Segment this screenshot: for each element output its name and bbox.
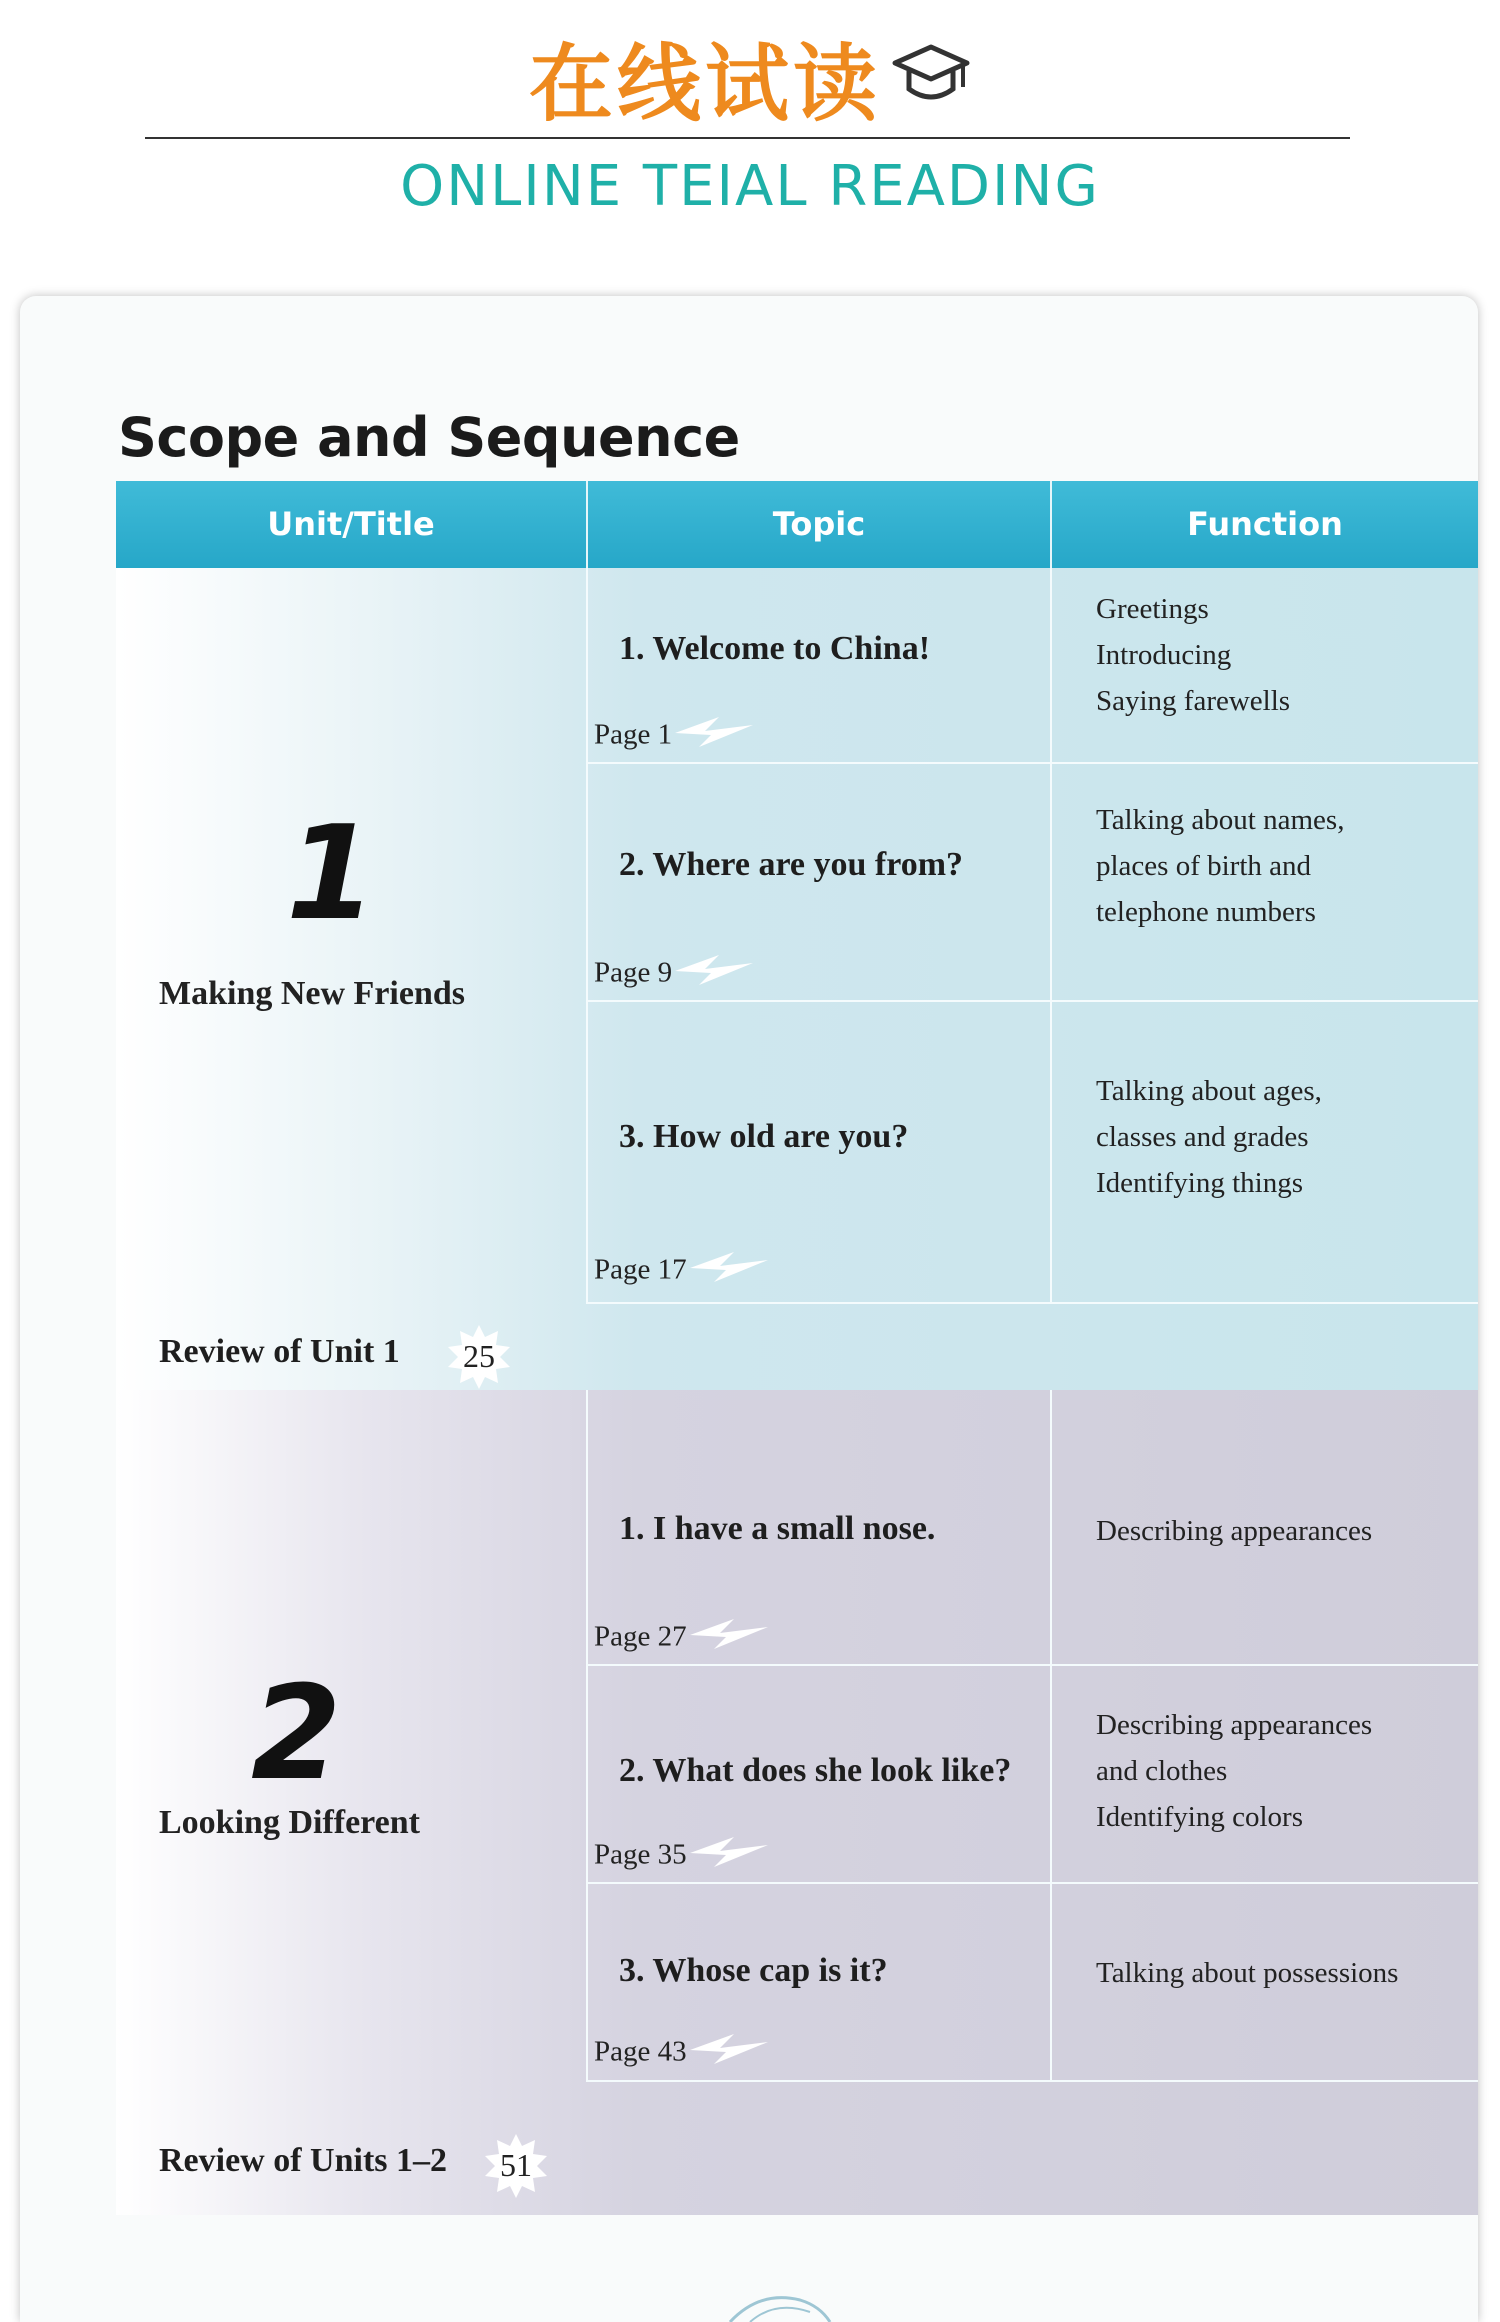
- header-subtitle: ONLINE TEIAL READING: [400, 154, 1100, 219]
- row-line: [586, 1000, 1478, 1002]
- lesson-topic: 1. I have a small nose.: [619, 1510, 936, 1547]
- lesson-page: [594, 1615, 770, 1663]
- row-line: [586, 1302, 1478, 1304]
- page-title: Scope and Sequence: [118, 406, 740, 469]
- lesson-page-label: Page 9: [594, 956, 673, 989]
- lesson-functions: [1096, 1950, 1398, 1996]
- row-line: [586, 762, 1478, 764]
- graduation-cap-icon: [891, 34, 971, 134]
- function-item: Greetings: [1096, 593, 1209, 625]
- unit-2-section: [116, 1390, 1478, 2215]
- lightning-flash-icon: [675, 713, 755, 761]
- column-line: [586, 1390, 588, 2080]
- lesson-functions: [1096, 1508, 1372, 1554]
- row-line: [586, 2080, 1478, 2082]
- function-item: Talking about possessions: [1096, 1957, 1399, 1989]
- lesson-page-label: Page 43: [594, 2035, 687, 2068]
- header-divider: [145, 137, 1350, 139]
- unit-number: 1: [286, 797, 377, 949]
- lesson-page: [594, 1833, 770, 1881]
- review-page-number: 51: [500, 2147, 532, 2183]
- decorative-swirl: [720, 2286, 840, 2322]
- lightning-flash-icon: [690, 1615, 770, 1663]
- lesson-page-label: Page 27: [594, 1620, 687, 1653]
- preview-card: [20, 296, 1478, 2322]
- function-item: Identifying colors: [1096, 1801, 1303, 1833]
- row-line: [586, 1664, 1478, 1666]
- starburst-badge-icon: [446, 1323, 512, 1389]
- lesson-topic: 3. How old are you?: [619, 1118, 909, 1155]
- function-item: Describing appearances: [1096, 1515, 1373, 1547]
- lesson-page: [594, 713, 755, 761]
- unit-title: Looking Different: [159, 1804, 420, 1841]
- lesson-page-label: Page 35: [594, 1838, 687, 1871]
- lesson-functions: [1096, 1068, 1322, 1206]
- lesson-page: [594, 2030, 770, 2078]
- lesson-page: [594, 951, 755, 999]
- unit-1-section: [116, 568, 1478, 1390]
- function-item: Saying farewells: [1096, 685, 1291, 717]
- column-line: [1050, 1390, 1052, 2080]
- lesson-functions: [1096, 797, 1344, 935]
- lesson-topic: 1. Welcome to China!: [619, 630, 931, 667]
- unit-number: 2: [251, 1657, 342, 1809]
- table-header: [116, 481, 1478, 568]
- function-item: Talking about names,: [1096, 804, 1345, 836]
- lesson-functions: [1096, 586, 1290, 724]
- lesson-topic: 2. Where are you from?: [619, 846, 964, 883]
- header-title: [0, 28, 1500, 134]
- column-header-function: Function: [1187, 505, 1343, 543]
- unit-title: Making New Friends: [159, 975, 465, 1012]
- review-page-number: 25: [463, 1338, 495, 1374]
- lesson-topic: 2. What does she look like?: [619, 1752, 1012, 1789]
- lightning-flash-icon: [690, 2030, 770, 2078]
- lesson-topic: 3. Whose cap is it?: [619, 1952, 888, 1989]
- lesson-page-label: Page 1: [594, 718, 673, 751]
- function-item: telephone numbers: [1096, 896, 1316, 928]
- lightning-flash-icon: [675, 951, 755, 999]
- lesson-functions: [1096, 1702, 1372, 1840]
- lightning-flash-icon: [690, 1248, 770, 1296]
- starburst-badge-icon: [483, 2132, 549, 2198]
- lightning-flash-icon: [690, 1833, 770, 1881]
- row-line: [586, 1882, 1478, 1884]
- column-line: [1050, 568, 1052, 1302]
- column-line: [586, 568, 588, 1302]
- function-item: Talking about ages,: [1096, 1075, 1322, 1107]
- header-title-text: 在线试读: [528, 35, 881, 134]
- function-item: Identifying things: [1096, 1167, 1304, 1199]
- function-item: Introducing: [1096, 639, 1232, 671]
- review-label: Review of Unit 1: [159, 1333, 400, 1370]
- review-label: Review of Units 1–2: [159, 2142, 448, 2179]
- scope-table: [116, 481, 1478, 2251]
- function-item: Describing appearances: [1096, 1709, 1373, 1741]
- lesson-page: [594, 1248, 770, 1296]
- column-header-unit: Unit/Title: [267, 505, 435, 543]
- column-header-topic: Topic: [772, 505, 866, 543]
- function-item: and clothes: [1096, 1755, 1228, 1787]
- function-item: places of birth and: [1096, 850, 1312, 882]
- lesson-page-label: Page 17: [594, 1253, 687, 1286]
- function-item: classes and grades: [1096, 1121, 1309, 1153]
